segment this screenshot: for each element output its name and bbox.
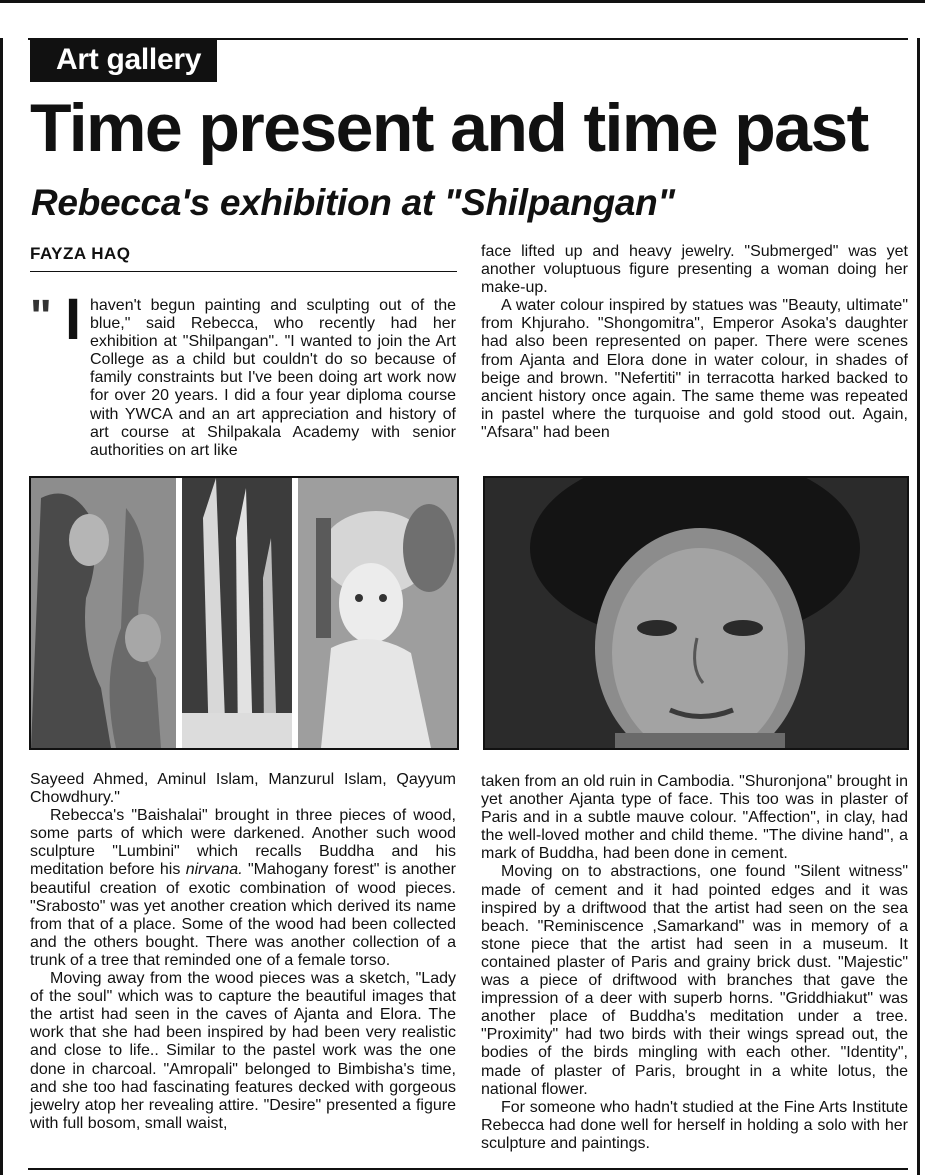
artist-portrait-image	[483, 476, 909, 750]
paragraph-text: Rebecca's "Baishalai" brought in three pieces of wood, some parts of which were darkened. Another such wood sculpture "Lumbini" which recalls Buddha and his meditation before his	[30, 807, 456, 879]
left-rule	[0, 38, 3, 1175]
column-2-bottom	[481, 773, 908, 1153]
byline: FAYZA HAQ	[30, 244, 131, 263]
paragraph: A water colour inspired by statues was "Beauty, ultimate" from Khjuraho. "Shongomitra", Emperor Asoka's daughter had also been represented on paper. There were scenes from Ajanta and Elora done in water colour, in shades of beige and brown. "Nefertiti" in terracotta harked backed to ancient history once again. The same theme was repeated in pastel where the turquoise and gold stood out. Again, "Afsara" had been	[481, 297, 908, 441]
paragraph: For someone who hadn't studied at the Fine Arts Institute Rebecca had done well for herself in holding a solo with her sculpture and paintings.	[481, 1098, 908, 1152]
right-rule	[917, 38, 920, 1175]
paragraph	[30, 807, 456, 970]
subhead: Rebecca's exhibition at "Shilpangan"	[31, 182, 675, 223]
byline-rule	[30, 271, 457, 272]
artwork-collage-image	[29, 476, 459, 750]
bottom-rule	[28, 1168, 908, 1170]
paragraph: taken from an old ruin in Cambodia. "Shuronjona" brought in yet another Ajanta type of face. This too was in plaster of Paris and in a subtle mauve colour. "Affection", in clay, had the well-loved mother and child theme. "The divine hand", a mark of Buddha, had been done in cement.	[481, 773, 908, 863]
top-rule	[0, 0, 925, 3]
paragraph: Moving away from the wood pieces was a sketch, "Lady of the soul" which was to capture the beautiful images that the artist had seen in the caves of Ajanta and Elora. The work that she had been inspired by had been very realistic and close to life.. Similar to the pastel work was the one done in charcoal. "Amropali" belonged to Bimbisha's time, and she too had fascinating features decked with gorgeous jewelry atop her revealing attire. "Desire" presented a figure with full bosom, small waist,	[30, 970, 456, 1132]
artwork-collage-svg	[31, 478, 457, 748]
italic-term: nirvana.	[185, 861, 243, 879]
section-tag: Art gallery	[30, 40, 217, 82]
paragraph-text: "Mahogany forest" is another beautiful creation of exotic combination of wood pieces. "Srabosto" was yet another creation which derived its name from that of a place. Some of the wood had been collected and the others bought. There was another collection of a trunk of a tree that reminded one of a female torso.	[30, 861, 456, 969]
drop-cap: I	[65, 287, 82, 352]
headline: Time present and time past	[30, 90, 868, 166]
paragraph: Sayeed Ahmed, Aminul Islam, Manzurul Islam, Qayyum Chowdhury."	[30, 771, 456, 807]
paragraph: face lifted up and heavy jewelry. "Submerged" was yet another voluptuous figure presenting a woman doing her make-up.	[481, 243, 908, 297]
drop-quote-mark: "	[30, 290, 52, 342]
artist-portrait-svg	[485, 478, 907, 748]
paragraph: haven't begun painting and sculpting out of the blue," said Rebecca, who recently had her exhibition at "Shilpangan". "I wanted to join the Art College as a child but couldn't do so because of family constraints but I've been doing art work now for over 20 years. I did a four year diploma course with YWCA and an art appreciation and history of art course at Shilpakala Academy with senior authorities on art like	[90, 297, 456, 459]
paragraph: Moving on to abstractions, one found "Silent witness" made of cement and it had pointed edges and it was inspired by a driftwood that the artist had seen on the sea beach. "Reminiscence ,Samarkand" was in memory of a stone piece that the artist had seen in a museum. It contained plaster of Paris and grainy brick dust. "Majestic" was a piece of driftwood with branches that gave the impression of a deer with superb horns. "Griddhiakut" was another place of Buddha's meditation under a tree. "Proximity" had two birds with their wings spread out, the bodies of the birds mingling with each other. "Identity", made of plaster of Paris, brought in a white lotus, the national flower.	[481, 863, 908, 1098]
column-1-bottom	[30, 771, 456, 1133]
column-1-top	[30, 290, 456, 460]
column-2-top	[481, 243, 908, 442]
